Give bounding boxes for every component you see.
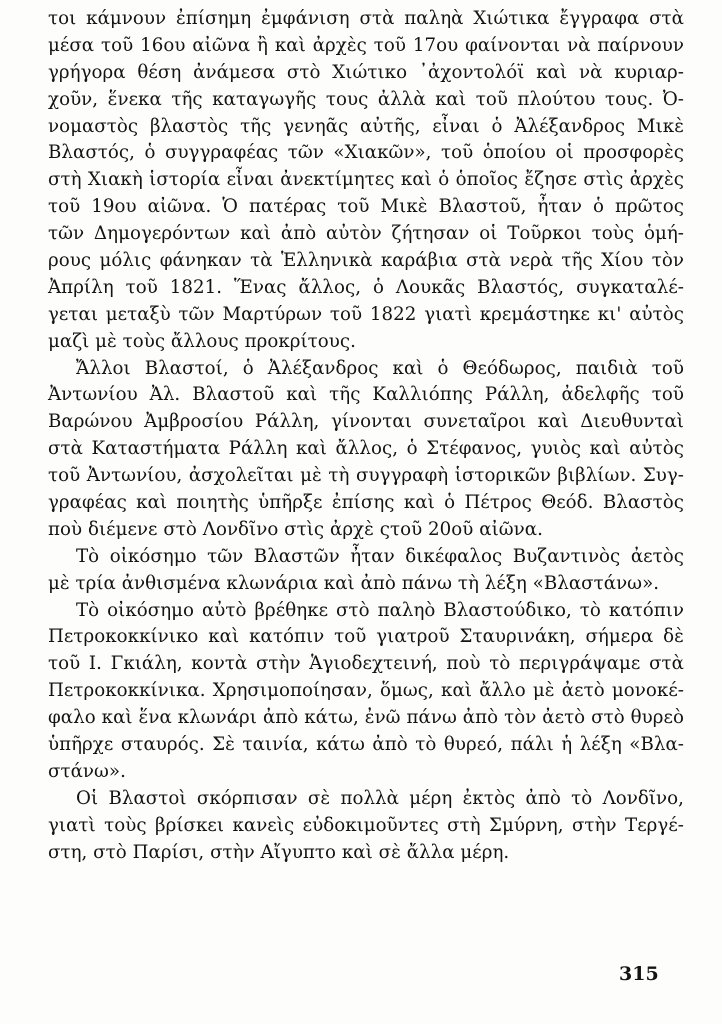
- text-line: στὰ Καταστήματα Ράλλη καὶ ἄλλος, ὁ Στέφανος, γυιὸς καὶ αὐτὸς: [48, 438, 684, 460]
- text-line: στὴ Χιακὴ ἱστορία εἶναι ἀνεκτίμητες καὶ ὁ ὁποῖος ἔζησε στὶς ἀρχὲς: [48, 169, 684, 191]
- text-line: ποὺ διέμενε στὸ Λονδῖνο στὶς ἀρχὲ ςτοῦ 20οῦ αἰῶνα.: [48, 518, 543, 540]
- text-line: τοῦ 19ου αἰῶνα. Ὁ πατέρας τοῦ Μικὲ Βλαστοῦ, ἦταν ὁ πρῶτος: [48, 196, 684, 218]
- text-line: τοι κάμνουν ἐπίσημη ἐμφάνιση στὰ παληὰ Χιώτικα ἔγγραφα στὰ: [48, 8, 684, 29]
- text-line: Ἀπρίλη τοῦ 1821. Ἕνας ἄλλος, ὁ Λουκᾶς Βλαστός, συγκαταλέ-: [48, 276, 684, 298]
- text-line: μὲ τρία ἀνθισμένα κλωνάρια καὶ ἀπὸ πάνω τὴ λέξη «Βλαστάνω».: [48, 572, 660, 594]
- text-line: μέσα τοῦ 16ου αἰῶνα ἢ καὶ ἀρχὲς τοῦ 17ου φαίνονται νὰ παίρνουν: [48, 34, 684, 56]
- paragraph-4: [48, 598, 684, 786]
- text-line: γρήγορα θέση ἀνάμεσα στὸ Χιώτικο ᾽ἀχοντολόϊ καὶ νὰ κυριαρ-: [48, 61, 684, 83]
- text-line: φαλο καὶ ἕνα κλωνάρι ἀπὸ κάτω, ἐνῶ πάνω ἀπὸ τὸν ἀετὸ στὸ θυρεὸ: [48, 707, 684, 729]
- text-line: νομαστὸς βλαστὸς τῆς γενηᾶς αὐτῆς, εἶναι ὁ Ἀλέξανδρος Μικὲ: [48, 115, 684, 137]
- text-line: γεται μεταξὺ τῶν Μαρτύρων τοῦ 1822 γιατὶ κρεμάστηκε κι' αὐτὸς: [48, 303, 684, 325]
- body-text: [48, 6, 684, 867]
- text-line: γιατὶ τοὺς βρίσκει κανεὶς εὐδοκιμοῦντες στὴ Σμύρνη, στὴν Τεργέ-: [48, 814, 684, 836]
- text-line: Οἱ Βλαστοὶ σκόρπισαν σὲ πολλὰ μέρη ἐκτὸς ἀπὸ τὸ Λονδῖνο,: [76, 787, 684, 809]
- text-line: τοῦ Ἀντωνίου, ἀσχολεῖται μὲ τὴ συγγραφὴ ἱστορικῶν βιβλίων. Συγ-: [48, 465, 684, 487]
- text-line: Τὸ οἰκόσημο τῶν Βλαστῶν ἦταν δικέφαλος Βυζαντινὸς ἀετὸς: [76, 545, 684, 567]
- text-line: μαζὶ μὲ τοὺς ἄλλους προκρίτους.: [48, 330, 356, 352]
- text-line: Βαρώνου Ἀμβροσίου Ράλλη, γίνονται συνεταῖροι καὶ Διευθυνταὶ: [48, 411, 684, 433]
- text-line: Πετροκοκκίνικο καὶ κατόπιν τοῦ γιατροῦ Σταυρινάκη, σήμερα δὲ: [48, 626, 684, 648]
- text-line: στη, στὸ Παρίσι, στὴν Αἴγυπτο καὶ σὲ ἄλλα μέρη.: [48, 841, 510, 863]
- paragraph-2: [48, 356, 684, 544]
- text-line: χοῦν, ἕνεκα τῆς καταγωγῆς τους ἀλλὰ καὶ τοῦ πλούτου τους. Ὀ-: [48, 88, 684, 110]
- text-line: Βλαστός, ὁ συγγραφέας τῶν «Χιακῶν», τοῦ ὁποίου οἱ προσφορὲς: [48, 142, 684, 164]
- text-line: γραφέας καὶ ποιητὴς ὑπῆρξε ἐπίσης καὶ ὁ Πέτρος Θεόδ. Βλαστὸς: [48, 492, 684, 514]
- paragraph-1: [48, 6, 684, 356]
- paragraph-3: [48, 544, 684, 598]
- text-line: Πετροκοκκίνικα. Χρησιμοποίησαν, ὅμως, καὶ ἄλλο μὲ ἀετὸ μονοκέ-: [48, 680, 684, 702]
- text-line: ρους μόλις φάνηκαν τὰ Ἑλληνικὰ καράβια στὰ νερὰ τῆς Χίου τὸν: [48, 250, 684, 272]
- text-line: Τὸ οἰκόσημο αὐτὸ βρέθηκε στὸ παληὸ Βλαστούδικο, τὸ κατόπιν: [76, 599, 684, 621]
- text-line: τοῦ Ι. Γκιάλη, κοντὰ στὴν Ἁγιοδεχτεινή, ποὺ τὸ περιγράψαμε στὰ: [48, 653, 684, 675]
- text-line: Ἀντωνίου Ἀλ. Βλαστοῦ καὶ τῆς Καλλιόπης Ράλλη, ἀδελφῆς τοῦ: [48, 384, 684, 406]
- paragraph-5: [48, 786, 684, 867]
- text-line: Ἄλλοι Βλαστοί, ὁ Ἀλέξανδρος καὶ ὁ Θεόδωρος, παιδιὰ τοῦ: [76, 357, 684, 379]
- text-line: ὑπῆρχε σταυρός. Σὲ ταινία, κάτω ἀπὸ τὸ θυρεό, πάλι ἡ λέξη «Βλα-: [48, 734, 684, 756]
- page-number: 315: [619, 963, 659, 985]
- text-line: στάνω».: [48, 760, 126, 782]
- text-line: τῶν Δημογερόντων καὶ ἀπὸ αὐτὸν ζήτησαν οἱ Τοῦρκοι τοὺς ὁμή-: [48, 223, 684, 245]
